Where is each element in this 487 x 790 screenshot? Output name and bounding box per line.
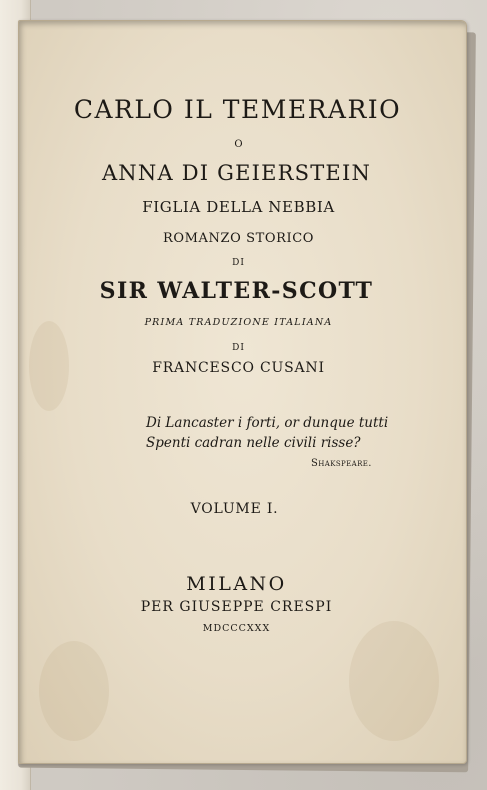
- publication-city: MILANO: [186, 573, 287, 595]
- epigraph-line-1: Di Lancaster i forti, or dunque tutti: [146, 415, 389, 431]
- paper-stain: [349, 621, 439, 741]
- title-page: [18, 20, 467, 764]
- paper-stain: [39, 641, 109, 741]
- translator-name: FRANCESCO CUSANI: [152, 360, 325, 376]
- by-label-1: DI: [232, 258, 245, 268]
- author-name: SIR WALTER-SCOTT: [99, 278, 374, 304]
- epigraph-attribution: Shakspeare.: [311, 458, 372, 469]
- by-label-2: DI: [232, 343, 245, 353]
- title-line-1: CARLO IL TEMERARIO: [73, 95, 402, 124]
- publisher: PER GIUSEPPE CRESPI: [140, 599, 333, 615]
- subtitle-2: ROMANZO STORICO: [162, 231, 315, 246]
- publication-year: MDCCCXXX: [202, 623, 271, 634]
- epigraph-line-2: Spenti cadran nelle civili risse?: [146, 435, 361, 451]
- subtitle-1: FIGLIA DELLA NEBBIA: [142, 198, 335, 216]
- title-line-2: ANNA DI GEIERSTEIN: [101, 161, 372, 185]
- volume-label: VOLUME I.: [190, 501, 279, 517]
- title-conjunction: O: [234, 139, 243, 150]
- translation-note: PRIMA TRADUZIONE ITALIANA: [144, 317, 333, 328]
